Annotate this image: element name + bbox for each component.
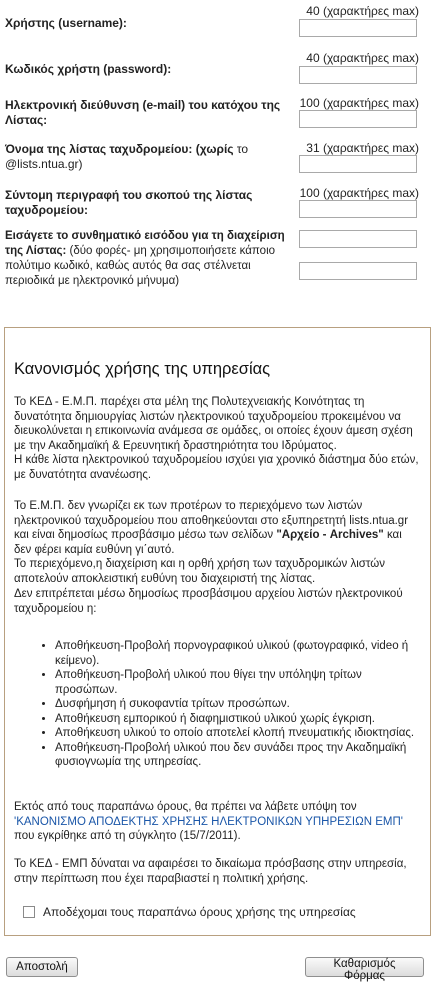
accept-terms-label: Αποδέχομαι τους παραπάνω όρους χρήσης της υπηρεσίας xyxy=(43,905,356,919)
terms-rules-list xyxy=(14,639,422,770)
acceptable-use-policy-link[interactable]: 'ΚΑΝΟΝΙΣΜΟ ΑΠΟΔΕΚΤΗΣ ΧΡΗΣΗΣ ΗΛΕΚΤΡΟΝΙΚΩΝ ΥΠΗΡΕΣΙΩΝ ΕΜΠ' xyxy=(14,815,403,828)
list-item: • Αποθήκευση εμπορικού ή διαφημιστικού υλικού χωρίς έγκριση. xyxy=(55,712,422,727)
email-label: Ηλεκτρονική διεύθυνση (e-mail) του κατόχου της Λίστας: xyxy=(5,98,281,127)
email-hint: 100 (χαρακτήρες max) xyxy=(299,96,419,110)
description-label: Σύντομη περιγραφή του σκοπού της λίστας ταχυδρομείου: xyxy=(5,188,253,217)
terms-paragraph-1: Το ΚΕΔ - Ε.Μ.Π. παρέχει στα μέλη της Πολυτεχνειακής Κοινότητας τη δυνατότητα δημιουργίας λιστών ηλεκτρονικού ταχυδρομείου προκειμένου να διευκολύνεται η επικοινωνία ανάμεσα σε ομάδες, οι οποίες έχουν άμεση σχέση με την Ακαδημαϊκή & Ερευνητική δραστηριότητα του Ιδρύματος. Η κάθε λίστα ηλεκτρονικού ταχυδρομείου ισχύει για χρονικό διάστημα δύο ετών, με δυνατότητα ανανέωσης. xyxy=(14,396,419,481)
list-item: • Αποθήκευση-Προβολή υλικού που δεν συνάδει προς την Ακαδημαϊκή φυσιογνωμία της υπηρεσίας. xyxy=(55,741,422,770)
terms-paragraph-2: Το Ε.Μ.Π. δεν γνωρίζει εκ των προτέρων το περιεχόμενο των λιστών ηλεκτρονικού ταχυδρομείου που αποθηκεύονται στο εξυπηρετητή lists.ntua.gr και είναι δημοσίως προσβάσιμο μέσω των σελίδων "Αρχείο - Archives" και δεν φέρει καμία ευθύνη γι΄αυτό. Το περιεχόμενο,η διαχείριση και η ορθή χρήση των ταχυδρομικών λιστών αποτελούν αποκλειστική ευθύνη του διαχειριστή της λίστας. xyxy=(14,500,409,585)
accept-terms-checkbox[interactable] xyxy=(23,906,35,918)
description-input[interactable] xyxy=(299,200,417,218)
listname-hint: 31 (χαρακτήρες max) xyxy=(306,141,419,155)
list-item: • Δυσφήμηση ή συκοφαντία τρίτων προσώπων. xyxy=(55,697,422,712)
submit-button[interactable]: Αποστολή xyxy=(6,957,78,977)
list-item: • Αποθήκευση υλικού το οποίο αποτελεί κλοπή πνευματικής ιδιοκτησίας. xyxy=(55,726,422,741)
list-item: • Αποθήκευση-Προβολή πορνογραφικού υλικού (φωτογραφικό, video ή κείμενο). xyxy=(55,639,422,668)
terms-box xyxy=(4,327,431,936)
admin-password-confirm-input[interactable] xyxy=(299,262,417,280)
email-input[interactable] xyxy=(299,110,417,128)
admin-password-label: Εισάγετε το συνθηματικό εισόδου για τη διαχείριση της Λίστας: (δύο φορές- μη χρησιμοποιήσετε κάποιο πολύτιμο κωδικό, καθώς αυτός θα σας στέλνεται περιοδικά με ηλεκτρονικό μήνυμα) xyxy=(5,230,285,287)
reset-form-button[interactable]: Καθαρισμός Φόρμας xyxy=(305,957,424,977)
terms-paragraph-4: Εκτός από τους παραπάνω όρους, θα πρέπει να λάβετε υπόψη τον 'ΚΑΝΟΝΙΣΜΟ ΑΠΟΔΕΚΤΗΣ ΧΡΗΣΗΣ ΗΛΕΚΤΡΟΝΙΚΩΝ ΥΠΗΡΕΣΙΩΝ ΕΜΠ' που εγκρίθηκε από τη σύγκλητο (15/7/2011). xyxy=(14,801,403,842)
listname-input[interactable] xyxy=(299,155,417,173)
password-hint: 40 (χαρακτήρες max) xyxy=(306,51,419,65)
terms-paragraph-3: Δεν επιτρέπεται μέσω δημοσίως προσβάσιμου αρχείου λιστών ηλεκτρονικού ταχυδρομείου η: xyxy=(14,588,403,615)
password-label: Κωδικός χρήστη (password): xyxy=(5,62,172,76)
username-hint: 40 (χαρακτήρες max) xyxy=(306,4,419,18)
admin-password-input[interactable] xyxy=(299,230,417,248)
terms-title: Κανονισμός χρήσης της υπηρεσίας xyxy=(14,360,271,378)
listname-label: Όνομα της λίστας ταχυδρομείου: (χωρίς το @lists.ntua.gr) xyxy=(5,142,249,171)
username-input[interactable] xyxy=(299,19,417,37)
description-hint: 100 (χαρακτήρες max) xyxy=(299,186,419,200)
list-item: • Αποθήκευση-Προβολή υλικού που θίγει την υπόληψη τρίτων προσώπων. xyxy=(55,668,422,697)
username-label: Χρήστης (username): xyxy=(5,16,127,30)
password-input[interactable] xyxy=(299,66,417,84)
terms-paragraph-5: Το ΚΕΔ - ΕΜΠ δύναται να αφαιρέσει το δικαίωμα πρόσβασης στην υπηρεσία, στην περίπτωση που έχει παραβιαστεί η πολιτική χρήσης. xyxy=(14,858,407,885)
